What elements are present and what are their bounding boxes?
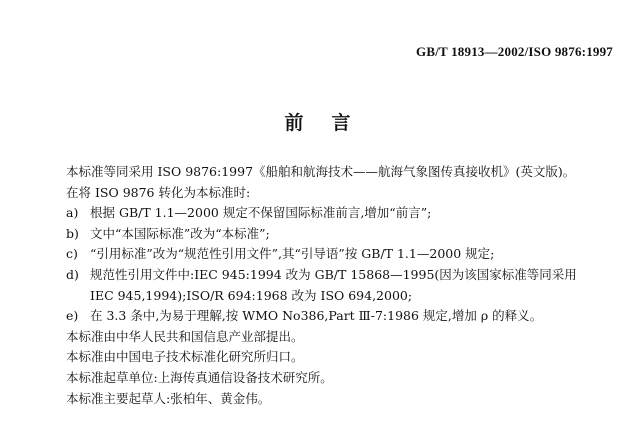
page-title: 前言 <box>284 112 379 134</box>
paragraph-administrator: 本标准由中国电子技术标准化研究所归口。 <box>66 349 304 365</box>
list-item-c <box>66 244 626 265</box>
list-item-text: 规范性引用文件中:IEC 945:1994 改为 GB/T 15868—1995(因为该国家标准等同采用 <box>90 266 577 282</box>
list-item-d-continuation: IEC 945,1994);ISO/R 694:1968 改为 ISO 694,2000; <box>90 287 413 303</box>
paragraph-adoption: 本标准等同采用 ISO 9876:1997《船舶和航海技术——航海气象图传真接收机》(英文版)。 <box>66 164 576 179</box>
list-item-text: 文中“本国际标准”改为“本标准”; <box>90 225 270 241</box>
list-item-text: 在 3.3 条中,为易于理解,按 WMO No386,Part Ⅲ-7:1986 规定,增加 ρ 的释义。 <box>90 308 543 324</box>
list-marker: d) <box>66 266 79 282</box>
list-item-text: 根据 GB/T 1.1—2000 规定不保留国际标准前言,增加“前言”; <box>90 205 432 221</box>
document-standard-number: GB/T 18913—2002/ISO 9876:1997 <box>416 44 613 59</box>
paragraph-proposer: 本标准由中华人民共和国信息产业部提出。 <box>66 328 304 344</box>
list-marker: e) <box>66 308 79 324</box>
paragraph-conversion-intro: 在将 ISO 9876 转化为本标准时: <box>66 184 251 200</box>
list-marker: a) <box>66 205 79 221</box>
paragraph-drafters: 本标准主要起草人:张柏年、黄金伟。 <box>66 390 271 406</box>
list-item-text: “引用标准”改为“规范性引用文件”,其“引导语”按 GB/T 1.1—2000 规定; <box>90 246 495 262</box>
list-item-d <box>66 265 626 286</box>
list-marker: b) <box>66 225 79 241</box>
foreword-body <box>66 162 626 409</box>
list-item-a <box>66 203 626 224</box>
list-marker: c) <box>66 246 78 262</box>
paragraph-drafting-unit: 本标准起草单位:上海传真通信设备技术研究所。 <box>66 369 333 385</box>
list-item-e <box>66 306 626 327</box>
list-item-b <box>66 224 626 245</box>
